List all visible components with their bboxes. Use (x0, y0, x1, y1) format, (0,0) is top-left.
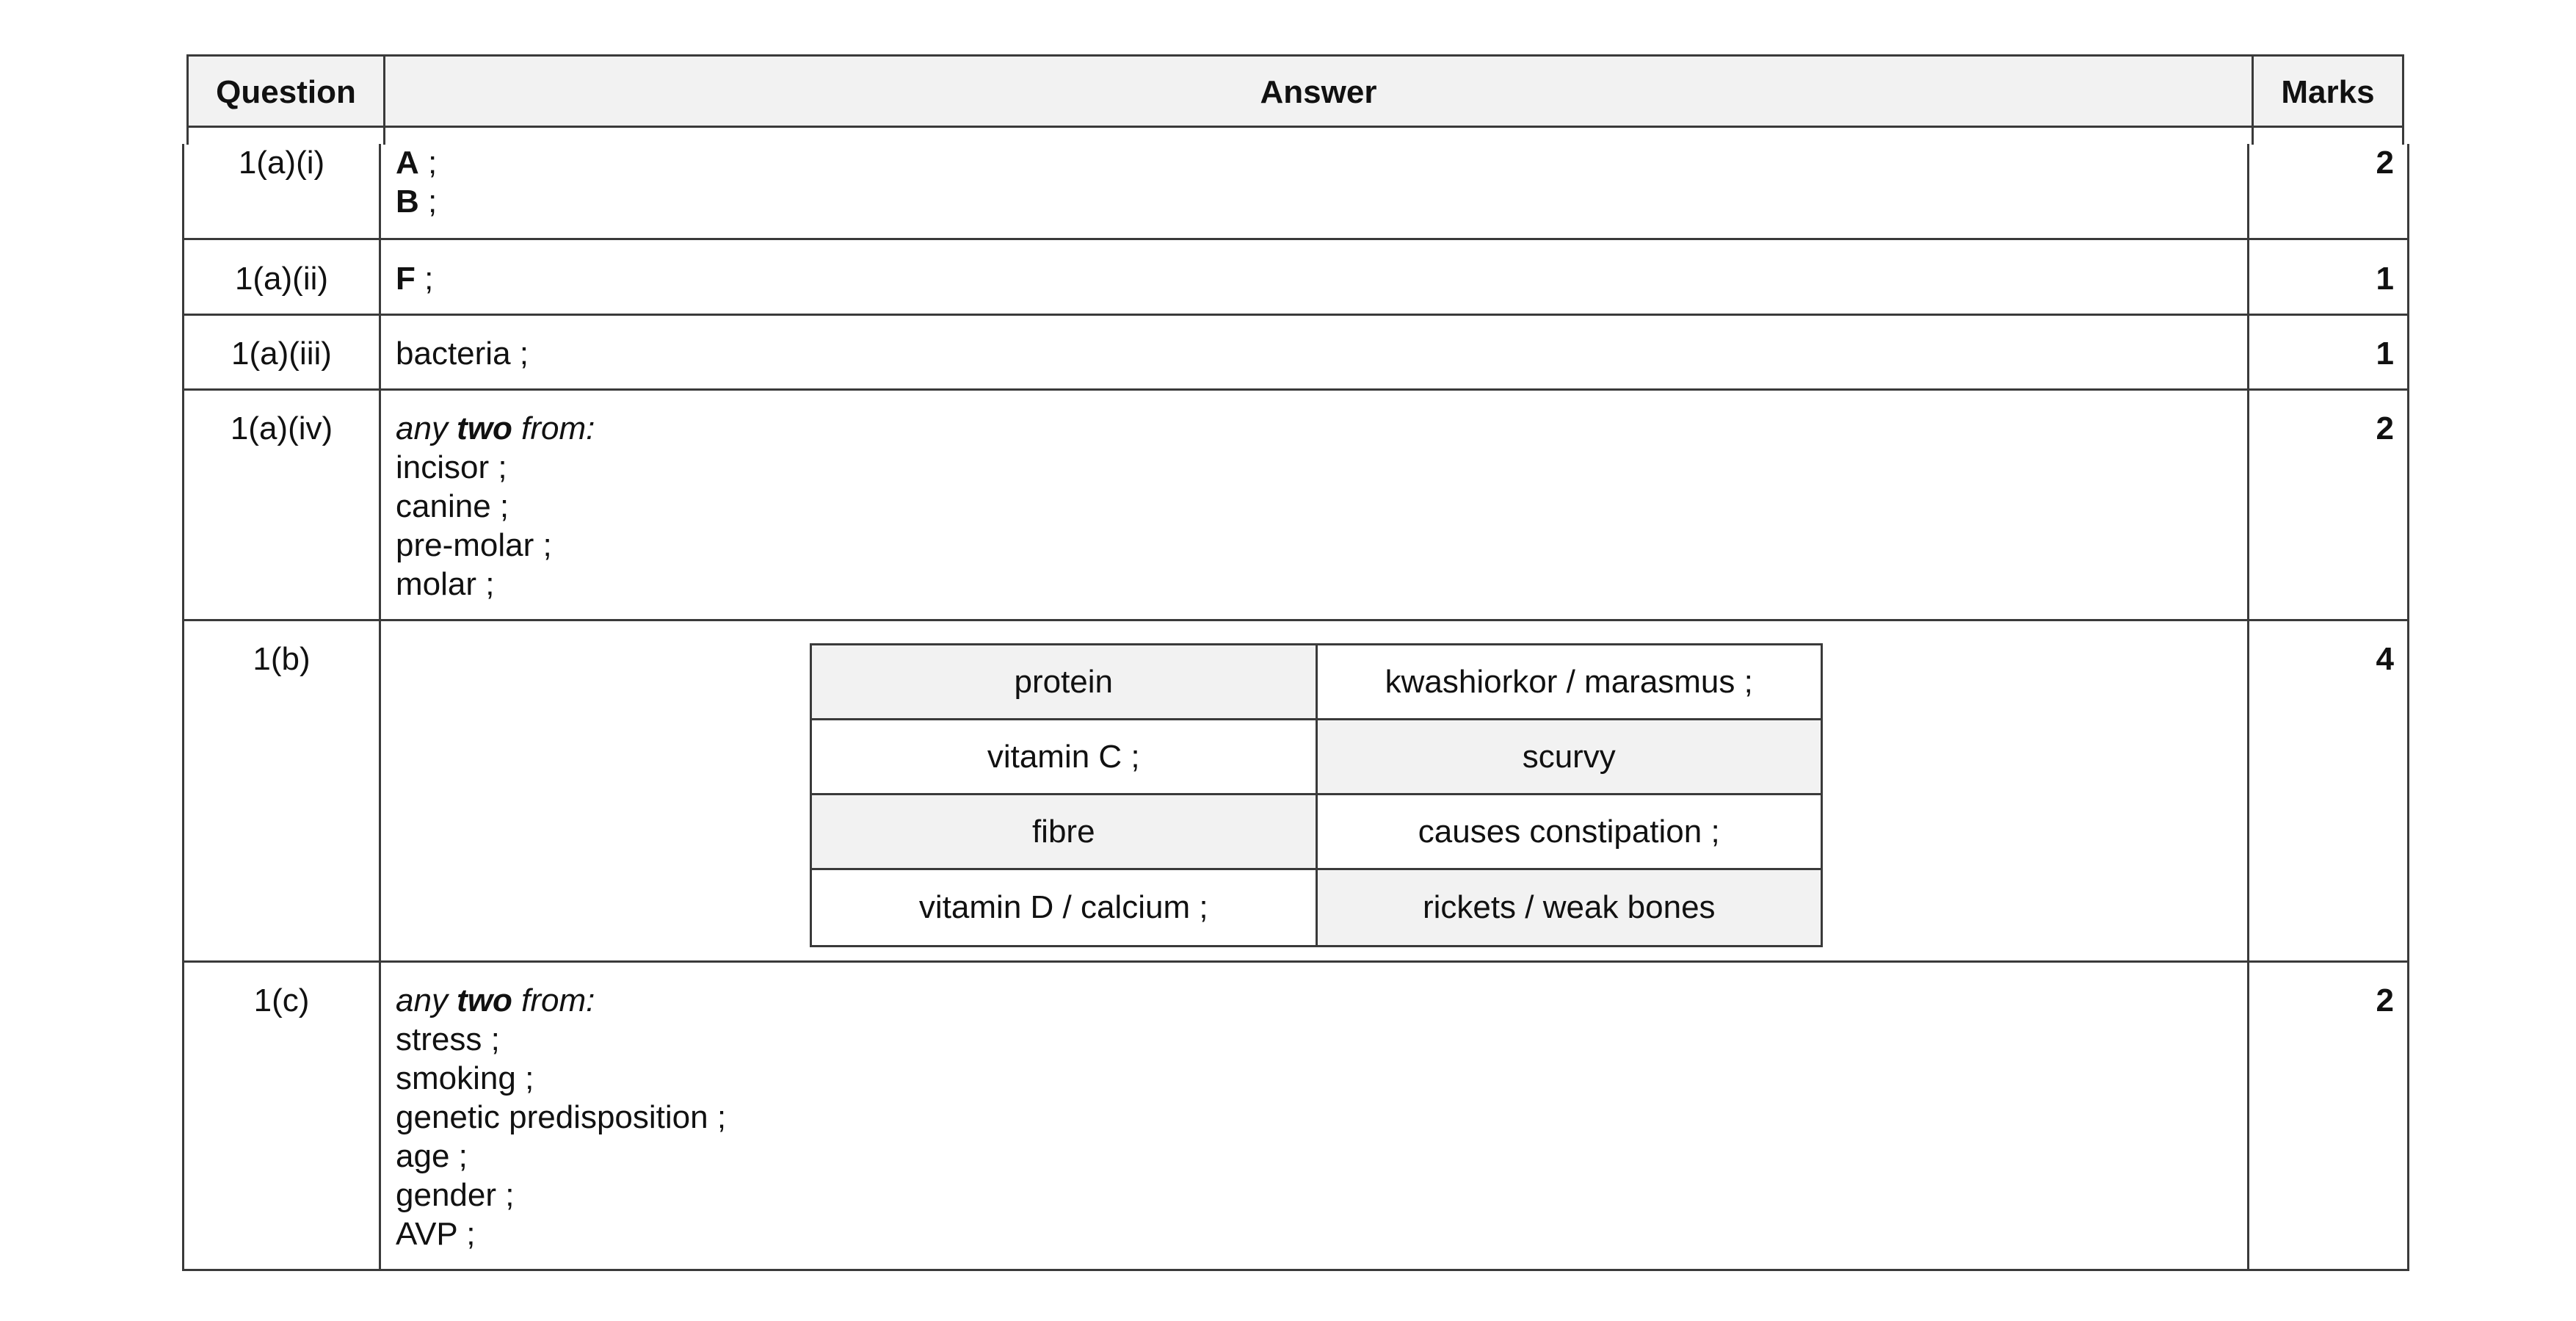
question-number: 1(a)(ii) (234, 261, 329, 297)
nutrient-cell: vitamin D / calcium ; (918, 889, 1208, 925)
header-question (186, 54, 385, 128)
answer-line: gender ; (396, 1177, 515, 1213)
marks-value: 2 (2376, 410, 2394, 446)
header-marks-label: Marks (2281, 73, 2375, 110)
answer-cell (396, 143, 437, 221)
table-row (812, 870, 1821, 945)
answer-line: smoking ; (396, 1060, 534, 1096)
answer-line: bacteria ; (396, 336, 529, 372)
table-row (812, 720, 1821, 795)
header-tick (383, 126, 385, 145)
question-number: 1(b) (253, 641, 311, 677)
answer-line: pre-molar ; (396, 527, 552, 563)
table-row (184, 144, 2407, 240)
question-number: 1(a)(iii) (231, 336, 332, 372)
answer-cell (396, 334, 529, 373)
table-row (184, 963, 2407, 1271)
marks-value: 2 (2376, 145, 2394, 181)
header-marks (2252, 54, 2404, 128)
answer-line: canine ; (396, 488, 509, 524)
answer-line: stress ; (396, 1021, 500, 1057)
answer-line: F ; (396, 261, 434, 297)
header-tick (2402, 126, 2404, 145)
deficiency-cell: causes constipation ; (1316, 795, 1821, 868)
table-row (184, 391, 2407, 621)
answer-line: genetic predisposition ; (396, 1099, 727, 1135)
header-tick (186, 126, 189, 145)
nutrient-cell: vitamin C ; (987, 738, 1140, 775)
marks-value: 1 (2376, 261, 2394, 297)
table-row (184, 316, 2407, 391)
table-row (184, 621, 2407, 963)
marks-value: 2 (2376, 982, 2394, 1018)
header-tick (2252, 126, 2254, 145)
mark-scheme-table (182, 144, 2409, 1271)
answer-line: B ; (396, 184, 438, 220)
question-number: 1(a)(iv) (230, 410, 333, 446)
answer-line: AVP ; (396, 1216, 476, 1252)
nutrient-cell: protein (812, 645, 1316, 718)
answer-lead: any two from: (396, 410, 595, 446)
answer-line: incisor ; (396, 449, 507, 485)
table-row (812, 645, 1821, 720)
header-divider (186, 126, 2404, 128)
deficiency-cell: rickets / weak bones (1316, 870, 1821, 945)
answer-line: A ; (396, 145, 438, 181)
answer-line: molar ; (396, 566, 495, 602)
nutrient-cell: fibre (812, 795, 1316, 868)
answer-cell (396, 981, 726, 1253)
answer-cell (396, 259, 433, 298)
answer-cell (396, 409, 595, 604)
nutrient-deficiency-table (810, 643, 1823, 947)
table-row (184, 240, 2407, 316)
header-question-label: Question (216, 73, 356, 110)
deficiency-cell: kwashiorkor / marasmus ; (1316, 645, 1821, 718)
answer-lead: any two from: (396, 982, 595, 1018)
question-number: 1(c) (253, 982, 310, 1018)
question-number: 1(a)(i) (238, 145, 325, 181)
table-row (812, 795, 1821, 870)
header-answer (383, 54, 2254, 128)
marks-value: 4 (2376, 641, 2394, 677)
header-answer-label: Answer (1260, 73, 1377, 110)
marks-value: 1 (2376, 336, 2394, 372)
answer-line: age ; (396, 1138, 468, 1174)
deficiency-cell: scurvy (1316, 720, 1821, 793)
